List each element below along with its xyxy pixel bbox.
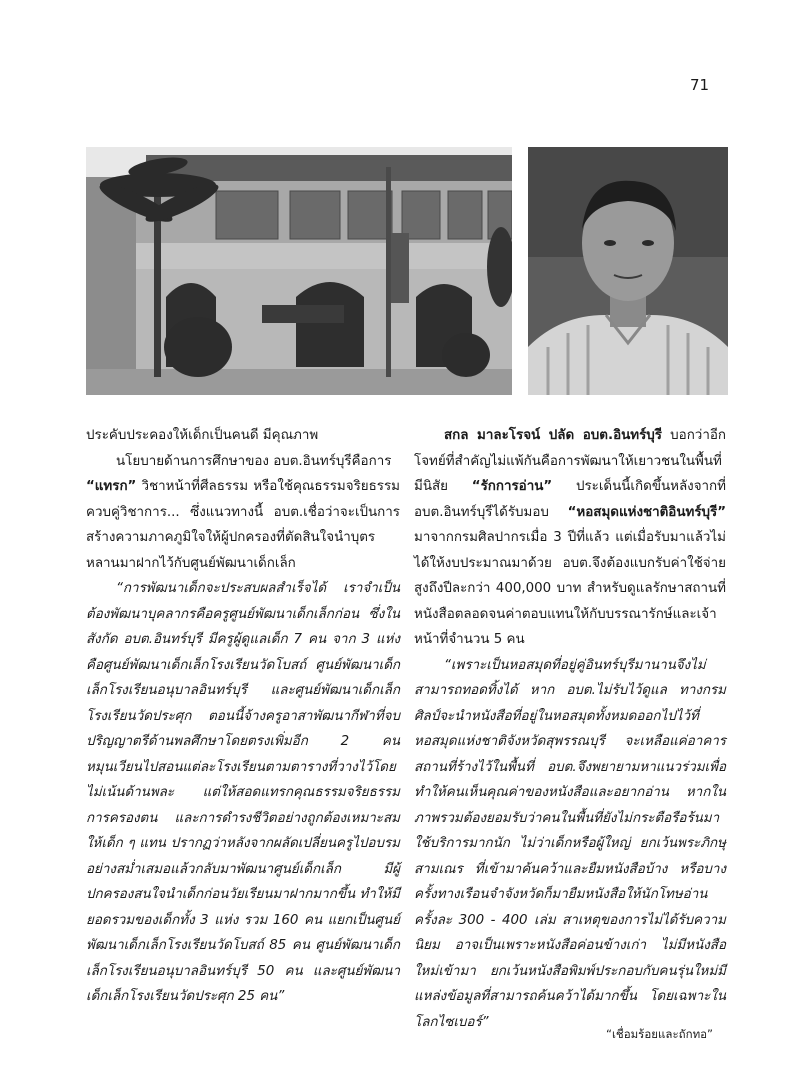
page-number: 71 (690, 76, 710, 94)
library-text-a: บอกว่าอีกโจทย์ที่สำคัญไม่แพ้กันคือการพัฒนาให้เยาวชนในพื้นที่มีนิสัย (414, 428, 726, 494)
policy-keyword: “แทรก” (86, 479, 137, 494)
library-text-b: ประเด็นนี้เกิดขึ้นหลังจากที่ อบต.อินทร์บุรีได้รับมอบ (414, 479, 726, 520)
library-building-photo (86, 147, 512, 395)
right-column (414, 423, 726, 1035)
portrait-photo (528, 147, 728, 395)
speaker-name: สกล มาละโรจน์ ปลัด อบต.อินทร์บุรี (444, 428, 662, 443)
reading-keyword: “รักการอ่าน” (471, 479, 553, 494)
footer-caption: “เชื่อมร้อยและถักทอ” (606, 1027, 714, 1041)
left-column (86, 423, 400, 1010)
library-text-c: มาจากกรมศิลปากรเมื่อ 3 ปีที่แล้ว แต่เมื่อรับมาแล้วไม่ได้ให้งบประมาณมาด้วย อบต.จึงต้องแบกรับค่าใช้จ่ายสูงถึงปีละกว่า 400,000 บาท สำหรับดูแลรักษาสถานที่ หนังสือตลอดจนค่าตอบแทนให้กับบรรณารักษ์และเจ้าหน้าที่จำนวน 5 คน (414, 530, 726, 647)
policy-text-a: นโยบายด้านการศึกษาของ อบต.อินทร์บุรีคือการ (116, 453, 392, 469)
library-quote: “เพราะเป็นหอสมุดที่อยู่คู่อินทร์บุรีมานานจึงไม่สามารถทอดทิ้งได้ หาก อบต.ไม่รับไว้ดูแล ทางกรมศิลป์จะนำหนังสือที่อยู่ในหอสมุดทั้งหมดออกไปไว้ที่หอสมุดแห่งชาติจังหวัดสุพรรณบุรี จะเหลือแค่อาคารสถานที่ร้างไว้ในพื้นที่ อบต.จึงพยายามหาแนวร่วมเพื่อทำให้คนเห็นคุณค่าของหนังสือและอยากอ่าน หากในภาพรวมต้องยอมรับว่าคนในพื้นที่ยังไม่กระตือรือร้นมาใช้บริการมากนัก ไม่ว่าเด็กหรือผู้ใหญ่ ยกเว้นพระภิกษุสามเณร ที่เข้ามาค้นคว้าและยืมหนังสือบ้าง หรือบางครั้งทางเรือนจำจังหวัดก็มายืมหนังสือให้นักโทษอ่านครั้งละ 300 - 400 เล่ม สาเหตุของการไม่ได้รับความนิยม อาจเป็นเพราะหนังสือค่อนข้างเก่า ไม่มีหนังสือใหม่เข้ามา ยกเว้นหนังสือพิมพ์ประกอบกับคนรุ่นใหม่มีแหล่งข้อมูลที่สามารถค้นคว้าได้มากขึ้น โดยเฉพาะในโลกไซเบอร์” (414, 657, 726, 1030)
library-name: “หอสมุดแห่งชาติอินทร์บุรี” (567, 504, 726, 520)
library-intro-paragraph (414, 423, 726, 653)
teacher-development-quote: “การพัฒนาเด็กจะประสบผลสำเร็จได้ เราจำเป็นต้องพัฒนาบุคลากรคือครูศูนย์พัฒนาเด็กเล็กก่อน ซึ่งในสังกัด อบต.อินทร์บุรี มีครูผู้ดูแลเด็ก 7 คน จาก 3 แห่ง คือศูนย์พัฒนาเด็กเล็กโรงเรียนวัดโบสถ์ ศูนย์พัฒนาเด็กเล็กโรงเรียนอนุบาลอินทร์บุรี และศูนย์พัฒนาเด็กเล็กโรงเรียนวัดประศุก ตอนนี้จ้างครูอาสาพัฒนากีฬาที่จบปริญญาตรีด้านพลศึกษาโดยตรงเพิ่มอีก 2 คน หมุนเวียนไปสอนแต่ละโรงเรียนตามตารางที่วางไว้โดยไม่เน้นด้านพละ แต่ให้สอดแทรกคุณธรรมจริยธรรม การครองตน และการดำรงชีวิตอย่างถูกต้องเหมาะสมให้เด็ก ๆ แทน ปรากฏว่าหลังจากผลัดเปลี่ยนครูไปอบรมอย่างสม่ำเสมอแล้วกลับมาพัฒนาศูนย์เด็กเล็ก มีผู้ปกครองสนใจนำเด็กก่อนวัยเรียนมาฝากมากขึ้น ทำให้มียอดรวมของเด็กทั้ง 3 แห่ง รวม 160 คน แยกเป็นศูนย์พัฒนาเด็กเล็กโรงเรียนวัดโบสถ์ 85 คน ศูนย์พัฒนาเด็กเล็กโรงเรียนอนุบาลอินทร์บุรี 50 คน และศูนย์พัฒนาเด็กเล็กโรงเรียนวัดประศุก 25 คน” (86, 581, 400, 1004)
policy-text-b: วิชาหน้าที่ศีลธรรม หรือใช้คุณธรรมจริยธรรมควบคู่วิชาการ... ซึ่งแนวทางนี้ อบต.เชื่อว่าจะเป็นการสร้างความภาคภูมิใจให้ผู้ปกครองที่ตัดสินใจนำบุตรหลานมาฝากไว้กับศูนย์พัฒนาเด็กเล็ก (86, 479, 400, 571)
education-policy-paragraph (86, 449, 400, 577)
opening-line: ประคับประคองให้เด็กเป็นคนดี มีคุณภาพ (86, 428, 319, 443)
